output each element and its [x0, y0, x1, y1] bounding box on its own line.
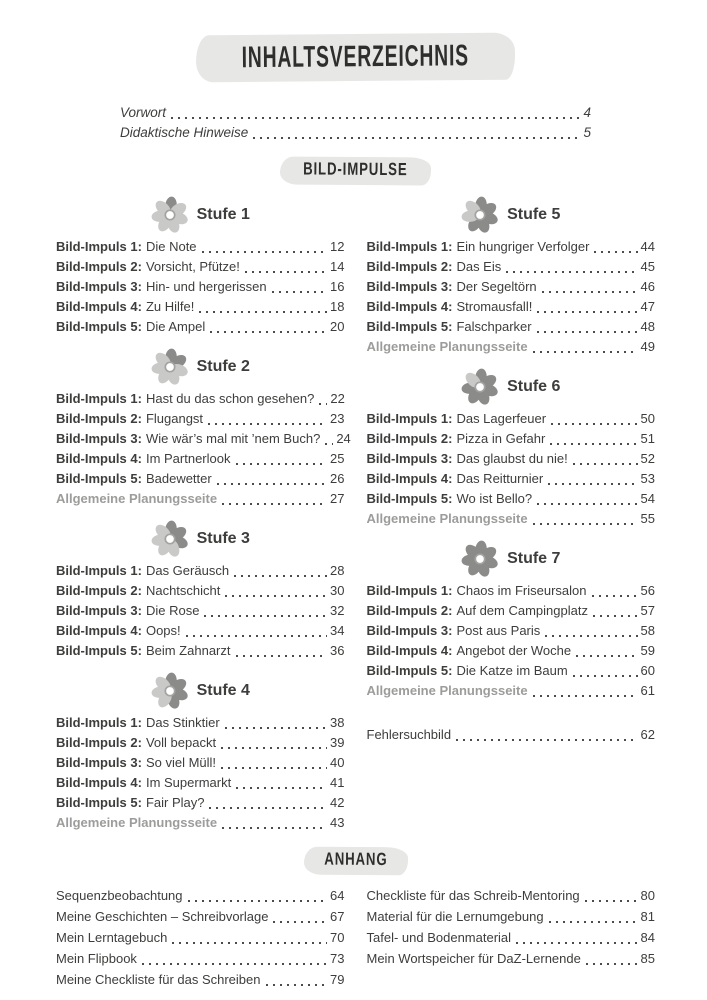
page-number: 5 — [583, 125, 591, 140]
toc-entry-prefix: Bild-Impuls 4: — [56, 623, 142, 638]
page-number: 44 — [640, 239, 655, 254]
toc-entry-title: Der Segeltörn — [456, 279, 537, 294]
toc-entry-prefix: Bild-Impuls 1: — [366, 239, 453, 254]
stufe-header — [56, 347, 345, 387]
stufe-label: Stufe 1 — [196, 206, 250, 223]
page-number: 54 — [640, 491, 655, 506]
page-number: 43 — [330, 815, 345, 830]
dot-leader — [199, 311, 327, 313]
toc-entry — [56, 469, 345, 489]
toc-entry-title: Sequenzbeobachtung — [56, 888, 183, 903]
toc-entry-prefix: Bild-Impuls 3: — [366, 451, 453, 466]
toc-entry-prefix: Bild-Impuls 2: — [56, 259, 142, 274]
toc-entry-prefix: Bild-Impuls 5: — [56, 795, 142, 810]
page-number: 34 — [330, 623, 345, 638]
front-matter — [120, 103, 591, 143]
dot-leader — [273, 921, 327, 923]
dot-leader — [516, 942, 638, 944]
bild-impulse-header: BILD-IMPULSE — [303, 159, 408, 180]
dot-leader — [542, 291, 638, 293]
anhang-entry — [56, 948, 345, 969]
anhang-entry — [56, 906, 345, 927]
stufe-label: Stufe 6 — [507, 378, 561, 395]
page-number: 4 — [583, 105, 591, 120]
dot-leader — [549, 921, 638, 923]
dot-leader — [222, 503, 327, 505]
page-number: 20 — [330, 319, 345, 334]
dot-leader — [533, 523, 638, 525]
stufe-block — [367, 195, 656, 357]
page-number: 85 — [640, 951, 655, 966]
dot-leader — [221, 747, 327, 749]
toc-entry-title: Das Lagerfeuer — [456, 411, 547, 426]
stufe-header — [56, 195, 345, 235]
toc-entry-title: Meine Geschichten – Schreibvorlage — [56, 909, 269, 924]
dot-leader — [533, 351, 638, 353]
toc-entry-title: Allgemeine Planungsseite — [56, 815, 218, 830]
toc-entry-title: Allgemeine Planungsseite — [56, 491, 218, 506]
page-number: 46 — [640, 279, 655, 294]
page-number: 79 — [330, 972, 345, 987]
page-number: 58 — [640, 623, 655, 638]
toc-entry-title: Die Katze im Baum — [456, 663, 568, 678]
toc-entry-title: Mein Flipbook — [56, 951, 137, 966]
toc-entry-prefix: Bild-Impuls 5: — [56, 471, 142, 486]
anhang-header-area — [56, 847, 655, 875]
stufe-block — [56, 519, 345, 661]
toc-entry-prefix: Bild-Impuls 3: — [56, 279, 142, 294]
toc-entry-title: So viel Müll! — [145, 755, 217, 770]
toc-entry-title: Mein Wortspeicher für DaZ-Lernende — [366, 951, 581, 966]
page-number: 27 — [330, 491, 345, 506]
dot-leader — [545, 635, 637, 637]
toc-entry-prefix: Bild-Impuls 5: — [56, 319, 142, 334]
dot-leader — [537, 331, 638, 333]
stufe-label: Stufe 3 — [196, 530, 250, 547]
toc-entry — [367, 317, 656, 337]
toc-entry-prefix: Bild-Impuls 3: — [56, 755, 142, 770]
anhang-brush-background — [303, 847, 407, 876]
stufe-header — [56, 671, 345, 711]
page-number: 48 — [640, 319, 655, 334]
toc-entry-prefix: Bild-Impuls 2: — [366, 603, 453, 618]
toc-entry — [56, 813, 345, 833]
toc-entry — [367, 277, 656, 297]
toc-entry — [367, 257, 656, 277]
bild-impulse-columns — [56, 195, 655, 833]
toc-entry-prefix: Bild-Impuls 4: — [56, 451, 142, 466]
page-number: 32 — [330, 603, 345, 618]
toc-entry-title: Meine Checkliste für das Schreiben — [56, 972, 261, 987]
page-number: 61 — [640, 683, 655, 698]
dot-leader — [551, 423, 637, 425]
dot-leader — [225, 595, 327, 597]
toc-entry-title: Oops! — [145, 623, 181, 638]
toc-entry-prefix: Bild-Impuls 3: — [366, 279, 453, 294]
dot-leader — [573, 675, 638, 677]
toc-entry-title: Wie wär’s mal mit ’nem Buch? — [145, 431, 321, 446]
page-number: 84 — [640, 930, 655, 945]
toc-entry — [367, 429, 656, 449]
dot-leader — [586, 963, 638, 965]
bild-impulse-brush-background — [280, 156, 431, 185]
toc-entry-prefix: Bild-Impuls 3: — [366, 623, 453, 638]
toc-entry-title: Vorwort — [120, 105, 167, 120]
dot-leader — [208, 423, 327, 425]
flower-icon — [151, 348, 189, 386]
stufe-header — [367, 367, 656, 407]
toc-entry — [56, 621, 345, 641]
stufe-label: Stufe 2 — [196, 358, 250, 375]
dot-leader — [172, 942, 327, 944]
dot-leader — [506, 271, 637, 273]
page-number: 81 — [640, 909, 655, 924]
bild-impulse-column-left — [56, 195, 351, 833]
page-title: INHALTSVERZEICHNIS — [241, 37, 470, 74]
page-number: 53 — [640, 471, 655, 486]
page-number: 50 — [640, 411, 655, 426]
toc-entry-title: Hin- und hergerissen — [145, 279, 267, 294]
toc-entry-title: Die Ampel — [145, 319, 206, 334]
flower-icon — [461, 368, 499, 406]
anhang-column-right — [367, 885, 656, 990]
toc-entry — [56, 773, 345, 793]
anhang-entry — [367, 885, 656, 906]
page-number: 52 — [640, 451, 655, 466]
toc-entry — [56, 641, 345, 661]
toc-entry — [56, 277, 345, 297]
dot-leader — [533, 695, 638, 697]
toc-entry-title: Das Geräusch — [145, 563, 230, 578]
flower-icon — [461, 196, 499, 234]
toc-entry — [56, 489, 345, 509]
toc-entry — [367, 641, 656, 661]
title-area — [56, 34, 655, 81]
page-number: 28 — [330, 563, 345, 578]
page-number: 59 — [640, 643, 655, 658]
toc-entry-title: Mein Lerntagebuch — [56, 930, 168, 945]
anhang-column-left — [56, 885, 345, 990]
toc-entry — [56, 733, 345, 753]
dot-leader — [222, 827, 327, 829]
page-number: 39 — [330, 735, 345, 750]
dot-leader — [171, 117, 580, 119]
toc-entry-prefix: Bild-Impuls 1: — [366, 411, 453, 426]
dot-leader — [245, 271, 327, 273]
toc-entry-title: Post aus Paris — [456, 623, 541, 638]
toc-entry-prefix: Bild-Impuls 3: — [56, 431, 142, 446]
anhang-header: ANHANG — [323, 849, 388, 870]
flower-icon — [461, 540, 499, 578]
toc-entry-prefix: Bild-Impuls 5: — [366, 491, 453, 506]
toc-entry-title: Allgemeine Planungsseite — [366, 339, 528, 354]
stufe-header — [367, 539, 656, 579]
anhang-entry — [367, 927, 656, 948]
dot-leader — [319, 403, 327, 405]
toc-entry — [367, 581, 656, 601]
dot-leader — [221, 767, 327, 769]
toc-entry — [56, 389, 345, 409]
toc-entry — [56, 409, 345, 429]
page-number: 16 — [330, 279, 345, 294]
toc-entry — [56, 317, 345, 337]
dot-leader — [225, 727, 327, 729]
page-number: 67 — [330, 909, 345, 924]
toc-entry-title: Falschparker — [456, 319, 532, 334]
toc-entry-title: Flugangst — [145, 411, 204, 426]
page-number: 47 — [640, 299, 655, 314]
toc-entry-title: Die Rose — [145, 603, 200, 618]
toc-entry-prefix: Bild-Impuls 1: — [366, 583, 453, 598]
stufe-block — [56, 671, 345, 833]
dot-leader — [585, 900, 638, 902]
bild-impulse-header-area — [56, 157, 655, 185]
toc-entry — [56, 601, 345, 621]
page-number: 49 — [640, 339, 655, 354]
dot-leader — [550, 443, 637, 445]
page-number: 60 — [640, 663, 655, 678]
dot-leader — [236, 787, 327, 789]
toc-entry-title: Allgemeine Planungsseite — [366, 683, 528, 698]
page-number: 38 — [330, 715, 345, 730]
stufe-label: Stufe 7 — [507, 550, 561, 567]
toc-entry — [367, 661, 656, 681]
dot-leader — [209, 807, 327, 809]
dot-leader — [594, 251, 637, 253]
dot-leader — [592, 595, 638, 597]
page-number: 55 — [640, 511, 655, 526]
dot-leader — [236, 655, 328, 657]
dot-leader — [537, 503, 637, 505]
toc-entry-prefix: Bild-Impuls 5: — [56, 643, 142, 658]
page-number: 62 — [640, 727, 655, 742]
toc-entry — [367, 681, 656, 701]
stufe-block — [367, 367, 656, 529]
toc-entry-prefix: Bild-Impuls 1: — [56, 239, 142, 254]
page-number: 24 — [336, 431, 351, 446]
dot-leader — [202, 251, 328, 253]
front-matter-entry — [120, 123, 591, 143]
stufe-header — [56, 519, 345, 559]
toc-entry — [56, 581, 345, 601]
toc-entry-title: Beim Zahnarzt — [145, 643, 231, 658]
toc-entry-title: Stromausfall! — [456, 299, 533, 314]
toc-entry — [56, 793, 345, 813]
page-number: 73 — [330, 951, 345, 966]
toc-entry-prefix: Bild-Impuls 2: — [56, 735, 142, 750]
anhang-entry — [56, 969, 345, 990]
toc-entry-prefix: Bild-Impuls 5: — [366, 663, 453, 678]
toc-entry — [56, 237, 345, 257]
dot-leader — [548, 483, 637, 485]
toc-entry-prefix: Bild-Impuls 2: — [366, 259, 453, 274]
toc-entry-title: Allgemeine Planungsseite — [366, 511, 528, 526]
page-number: 23 — [330, 411, 345, 426]
toc-entry-title: Im Supermarkt — [145, 775, 232, 790]
toc-entry-prefix: Bild-Impuls 4: — [56, 299, 142, 314]
page-number: 36 — [330, 643, 345, 658]
stufe-block — [56, 347, 351, 509]
page-number: 64 — [330, 888, 345, 903]
fehlersuchbild-entry — [367, 725, 656, 745]
toc-entry — [56, 449, 345, 469]
toc-entry — [367, 237, 656, 257]
toc-entry-prefix: Bild-Impuls 4: — [56, 775, 142, 790]
dot-leader — [210, 331, 327, 333]
dot-leader — [186, 635, 327, 637]
page-number: 57 — [640, 603, 655, 618]
toc-entry-prefix: Bild-Impuls 2: — [56, 411, 142, 426]
page-number: 40 — [330, 755, 345, 770]
page-number: 14 — [330, 259, 345, 274]
toc-entry-prefix: Bild-Impuls 1: — [56, 715, 142, 730]
flower-icon — [151, 196, 189, 234]
toc-entry-title: Nachtschicht — [145, 583, 221, 598]
toc-entry-title: Auf dem Campingplatz — [456, 603, 588, 618]
bild-impulse-column-right — [367, 195, 656, 833]
page-number: 26 — [330, 471, 345, 486]
page-number: 42 — [330, 795, 345, 810]
dot-leader — [325, 443, 333, 445]
anhang-columns — [56, 885, 655, 990]
toc-entry — [367, 469, 656, 489]
anhang-entry — [56, 927, 345, 948]
page-number: 30 — [330, 583, 345, 598]
toc-entry-prefix: Bild-Impuls 1: — [56, 391, 142, 406]
page-number: 18 — [330, 299, 345, 314]
toc-entry-title: Die Note — [145, 239, 197, 254]
dot-leader — [266, 984, 328, 986]
toc-entry-title: Das Reitturnier — [456, 471, 544, 486]
flower-icon — [151, 520, 189, 558]
toc-entry — [56, 753, 345, 773]
dot-leader — [456, 739, 637, 741]
toc-entry — [367, 297, 656, 317]
toc-entry-prefix: Bild-Impuls 2: — [366, 431, 453, 446]
anhang-entry — [367, 948, 656, 969]
page-number: 45 — [640, 259, 655, 274]
toc-entry-title: Checkliste für das Schreib-Mentoring — [366, 888, 580, 903]
toc-entry — [367, 449, 656, 469]
toc-entry — [56, 713, 345, 733]
toc-entry-title: Badewetter — [145, 471, 212, 486]
toc-entry — [367, 489, 656, 509]
dot-leader — [576, 655, 637, 657]
toc-entry — [56, 257, 345, 277]
toc-entry-title: Pizza in Gefahr — [456, 431, 546, 446]
toc-entry-title: Das glaubst du nie! — [456, 451, 568, 466]
page-number: 22 — [330, 391, 345, 406]
toc-entry — [56, 297, 345, 317]
front-matter-entry — [120, 103, 591, 123]
page-number: 51 — [640, 431, 655, 446]
toc-entry-prefix: Bild-Impuls 3: — [56, 603, 142, 618]
title-brush-background — [196, 33, 515, 83]
toc-entry-title: Zu Hilfe! — [145, 299, 195, 314]
dot-leader — [573, 463, 638, 465]
dot-leader — [217, 483, 327, 485]
toc-entry — [367, 337, 656, 357]
toc-entry-title: Wo ist Bello? — [456, 491, 533, 506]
toc-entry-title: Angebot der Woche — [456, 643, 572, 658]
toc-entry-title: Fair Play? — [145, 795, 205, 810]
dot-leader — [234, 575, 327, 577]
toc-entry-title: Chaos im Friseursalon — [456, 583, 587, 598]
toc-entry-prefix: Bild-Impuls 2: — [56, 583, 142, 598]
toc-entry-title: Vorsicht, Pfütze! — [145, 259, 240, 274]
toc-entry-title: Material für die Lernumgebung — [366, 909, 544, 924]
toc-entry-prefix: Bild-Impuls 4: — [366, 471, 453, 486]
flower-icon — [151, 672, 189, 710]
toc-entry-prefix: Bild-Impuls 4: — [366, 299, 453, 314]
toc-entry-title: Hast du das schon gesehen? — [145, 391, 315, 406]
toc-entry-title: Das Eis — [456, 259, 502, 274]
dot-leader — [188, 900, 328, 902]
toc-entry — [367, 621, 656, 641]
toc-entry-title: Ein hungriger Verfolger — [456, 239, 590, 254]
toc-entry-title: Tafel- und Bodenmaterial — [366, 930, 512, 945]
dot-leader — [593, 615, 638, 617]
page-number: 25 — [330, 451, 345, 466]
dot-leader — [253, 137, 580, 139]
page-number: 41 — [330, 775, 345, 790]
toc-entry-prefix: Bild-Impuls 5: — [366, 319, 453, 334]
dot-leader — [142, 963, 327, 965]
stufe-label: Stufe 4 — [196, 682, 250, 699]
stufe-header — [367, 195, 656, 235]
dot-leader — [537, 311, 637, 313]
stufe-block — [56, 195, 345, 337]
dot-leader — [204, 615, 327, 617]
toc-entry — [367, 601, 656, 621]
toc-entry-title: Das Stinktier — [145, 715, 220, 730]
toc-entry — [56, 429, 351, 449]
toc-entry-title: Didaktische Hinweise — [120, 125, 249, 140]
toc-entry — [367, 509, 656, 529]
toc-entry-title: Fehlersuchbild — [366, 727, 452, 742]
toc-entry — [56, 561, 345, 581]
page-number: 12 — [330, 239, 345, 254]
dot-leader — [272, 291, 327, 293]
dot-leader — [236, 463, 328, 465]
stufe-label: Stufe 5 — [507, 206, 561, 223]
page-number: 70 — [330, 930, 345, 945]
anhang-entry — [367, 906, 656, 927]
anhang-entry — [56, 885, 345, 906]
page-number: 80 — [640, 888, 655, 903]
toc-entry-title: Im Partnerlook — [145, 451, 231, 466]
toc-entry — [367, 409, 656, 429]
toc-entry-title: Voll bepackt — [145, 735, 217, 750]
page-number: 56 — [640, 583, 655, 598]
toc-entry-prefix: Bild-Impuls 1: — [56, 563, 142, 578]
stufe-block — [367, 539, 656, 701]
toc-entry-prefix: Bild-Impuls 4: — [366, 643, 453, 658]
